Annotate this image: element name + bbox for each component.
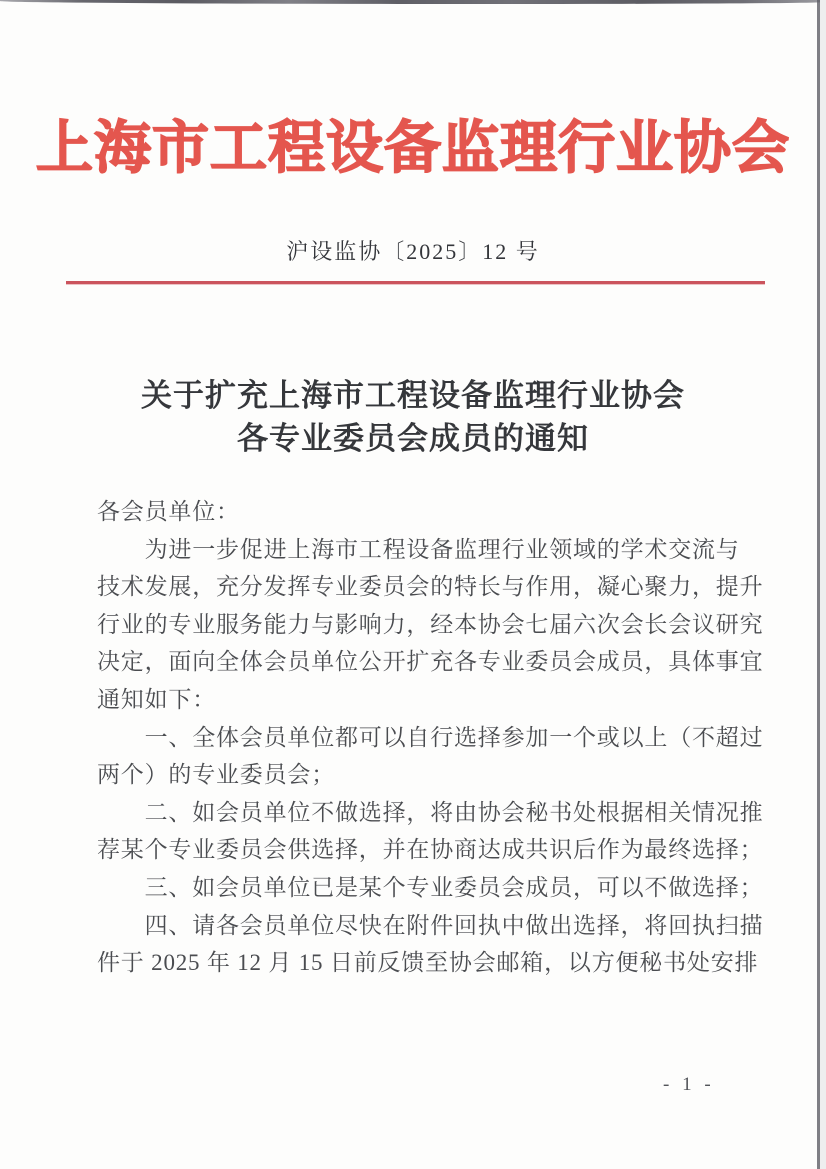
red-divider-line [66,281,765,284]
doc-title-line2: 各专业委员会成员的通知 [237,421,589,456]
body-line: 为进一步促进上海市工程设备监理行业领域的学术交流与 [97,536,740,562]
org-title: 上海市工程设备监理行业协会 [36,117,790,180]
scan-edge-top [0,0,826,4]
doc-title-line1: 关于扩充上海市工程设备监理行业协会 [141,378,685,413]
body-line: 一、全体会员单位都可以自行选择参加一个或以上（不超过 [97,724,764,750]
body-line: 三、如会员单位已是某个专业委员会成员，可以不做选择； [97,874,764,900]
doc-number: 沪设监协〔2025〕12 号 [286,239,540,264]
body-line: 件于 2025 年 12 月 15 日前反馈至协会邮箱，以方便秘书处安排 [97,950,759,976]
body-line: 行业的专业服务能力与影响力，经本协会七届六次会长会议研究 [97,611,764,637]
body-line: 决定，面向全体会员单位公开扩充各专业委员会成员，具体事宜 [97,649,764,675]
document-body [97,493,764,982]
page-number: - 1 - [663,1074,715,1095]
body-line: 技术发展，充分发挥专业委员会的特长与作用，凝心聚力，提升 [97,574,764,600]
body-line: 二、如会员单位不做选择，将由协会秘书处根据相关情况推 [97,799,764,825]
body-line: 荐某个专业委员会供选择，并在协商达成共识后作为最终选择； [97,837,764,863]
body-line: 四、请各会员单位尽快在附件回执中做出选择，将回执扫描 [97,912,764,938]
body-line: 两个）的专业委员会； [97,762,335,788]
doc-title [0,374,826,460]
body-line: 各会员单位： [97,499,240,524]
body-line: 通知如下： [97,686,216,712]
